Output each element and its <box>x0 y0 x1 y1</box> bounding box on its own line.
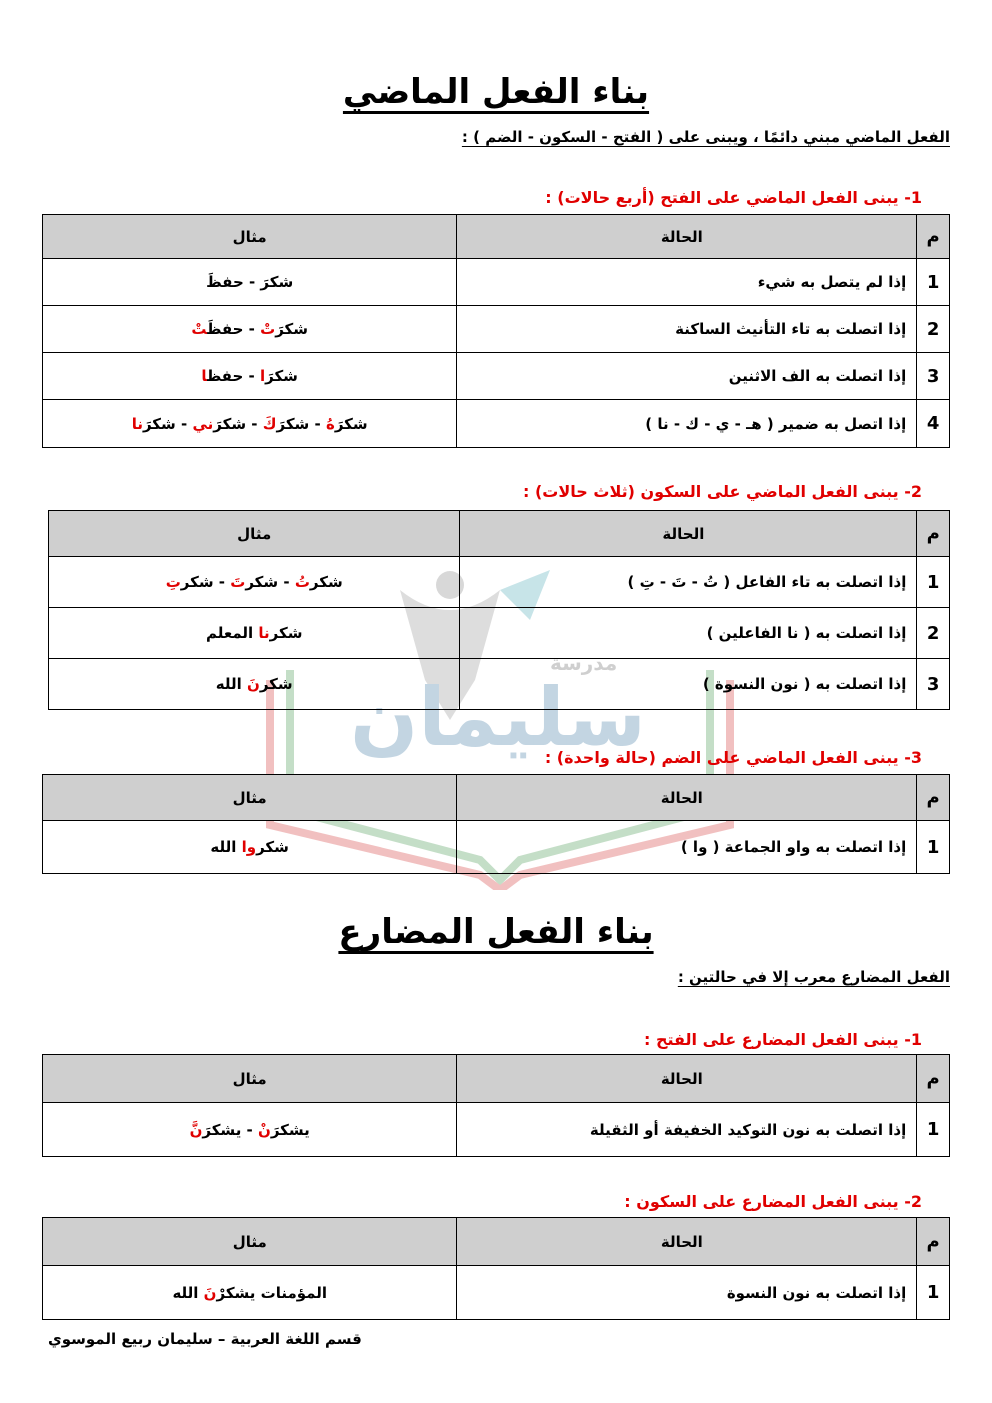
row-num: 1 <box>917 821 950 874</box>
watermark-text-small: مدرسة <box>550 651 618 675</box>
row-num: 2 <box>917 306 950 353</box>
col-num-header: م <box>917 1218 950 1266</box>
row-state: إذا اتصلت به تاء الفاعل ( تُ - تَ - تِ ) <box>460 557 917 608</box>
table-row <box>49 608 950 659</box>
col-example-header: مثال <box>43 775 457 821</box>
row-num: 1 <box>917 1266 950 1320</box>
col-num-header: م <box>917 215 950 259</box>
row-state: إذا اتصلت به تاء التأنيث الساكنة <box>457 306 917 353</box>
past-section-1-heading: 1- يبنى الفعل الماضي على الفتح (أربع حالات) : <box>545 188 922 207</box>
row-example: شكرَهُ - شكرَكَ - شكرَني - شكرَنا <box>43 400 457 448</box>
row-num: 2 <box>917 608 950 659</box>
col-example-header: مثال <box>43 1055 457 1103</box>
present-sukun-table <box>42 1217 950 1320</box>
col-state-header: الحالة <box>457 775 917 821</box>
col-num-header: م <box>917 1055 950 1103</box>
present-section-1-heading: 1- يبنى الفعل المضارع على الفتح : <box>643 1030 922 1049</box>
table-header-row <box>43 215 950 259</box>
table-row <box>43 821 950 874</box>
row-example: يشكرَنْ - يشكرَنَّ <box>43 1103 457 1157</box>
table-row <box>49 557 950 608</box>
table-header-row <box>43 1055 950 1103</box>
row-state: إذا اتصل به ضمير ( هـ - ي - ك - نا ) <box>457 400 917 448</box>
present-fatha-table <box>42 1054 950 1157</box>
col-state-header: الحالة <box>460 511 917 557</box>
row-example: شكرنا المعلم <box>49 608 460 659</box>
row-example: شكرَا - حفظا <box>43 353 457 400</box>
past-title: بناء الفعل الماضي <box>342 72 650 112</box>
past-sukun-table <box>48 510 950 710</box>
row-num: 1 <box>917 1103 950 1157</box>
table-row <box>49 659 950 710</box>
row-example: المؤمنات يشكرْنَ الله <box>43 1266 457 1320</box>
past-damma-table <box>42 774 950 874</box>
table-row <box>43 306 950 353</box>
row-example: شكرتُ - شكرتَ - شكرتِ <box>49 557 460 608</box>
present-intro: الفعل المضارع معرب إلا في حالتين : <box>677 968 950 986</box>
row-example: شكرَ - حفظَ <box>43 259 457 306</box>
table-row <box>43 1103 950 1157</box>
row-example: شكرنَ الله <box>49 659 460 710</box>
row-state: إذا اتصلت به ( نون النسوة ) <box>460 659 917 710</box>
row-example: شكرَتْ - حفظَتْ <box>43 306 457 353</box>
col-example-header: مثال <box>43 1218 457 1266</box>
row-state: إذا اتصلت به نون النسوة <box>457 1266 917 1320</box>
row-num: 3 <box>917 659 950 710</box>
row-state: إذا لم يتصل به شيء <box>457 259 917 306</box>
row-state: إذا اتصلت به واو الجماعة ( وا ) <box>457 821 917 874</box>
row-state: إذا اتصلت به نون التوكيد الخفيفة أو الثقيلة <box>457 1103 917 1157</box>
past-section-2-heading: 2- يبنى الفعل الماضي على السكون (ثلاث حالات) : <box>523 482 922 501</box>
table-row <box>43 1266 950 1320</box>
table-row <box>43 353 950 400</box>
table-header-row <box>43 775 950 821</box>
present-title: بناء الفعل المضارع <box>338 912 654 952</box>
row-num: 1 <box>917 259 950 306</box>
table-header-row <box>43 1218 950 1266</box>
row-num: 3 <box>917 353 950 400</box>
row-state: إذا اتصلت به ( نا الفاعلين ) <box>460 608 917 659</box>
col-state-header: الحالة <box>457 1218 917 1266</box>
row-example: شكروا الله <box>43 821 457 874</box>
table-header-row <box>49 511 950 557</box>
past-intro: الفعل الماضي مبني دائمًا ، ويبنى على ( الفتح - السكون - الضم ) : <box>461 128 950 146</box>
col-example-header: مثال <box>49 511 460 557</box>
table-row <box>43 259 950 306</box>
table-row <box>43 400 950 448</box>
row-num: 1 <box>917 557 950 608</box>
col-state-header: الحالة <box>457 1055 917 1103</box>
past-section-3-heading: 3- يبنى الفعل الماضي على الضم (حالة واحدة) : <box>544 748 922 767</box>
col-state-header: الحالة <box>457 215 917 259</box>
row-num: 4 <box>917 400 950 448</box>
past-fatha-table <box>42 214 950 448</box>
col-example-header: مثال <box>43 215 457 259</box>
footer-credit: قسم اللغة العربية – سليمان ربيع الموسوي <box>48 1330 362 1348</box>
watermark-text-large: سليمان <box>350 671 646 764</box>
col-num-header: م <box>917 775 950 821</box>
row-state: إذا اتصلت به الف الاثنين <box>457 353 917 400</box>
col-num-header: م <box>917 511 950 557</box>
present-section-2-heading: 2- يبنى الفعل المضارع على السكون : <box>624 1192 922 1211</box>
